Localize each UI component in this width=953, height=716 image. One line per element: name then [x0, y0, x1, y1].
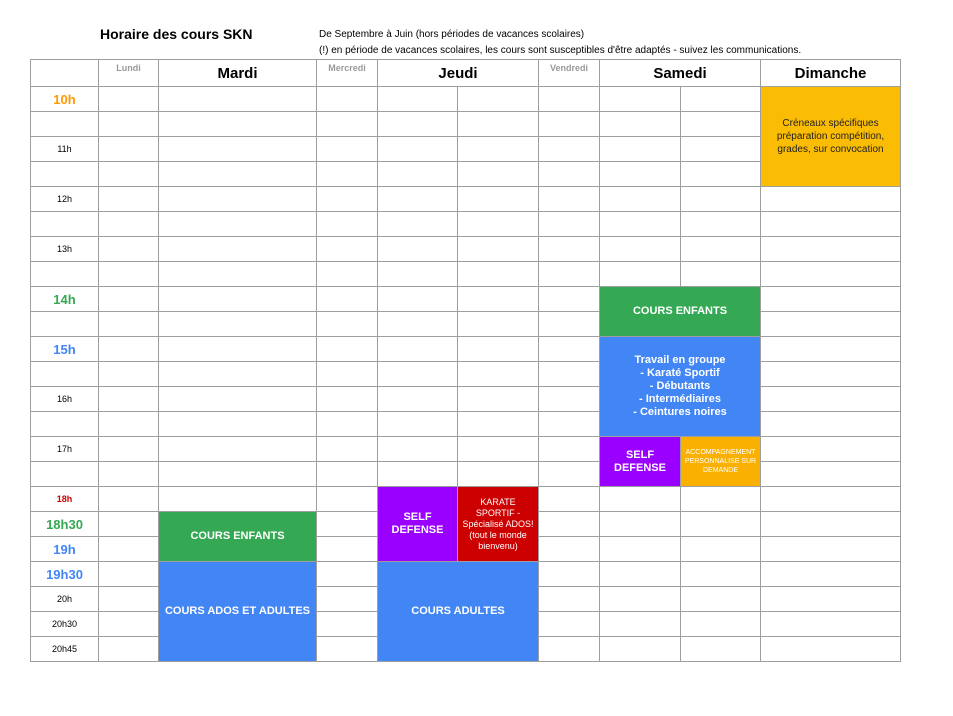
jeudi-cours-adultes-block: COURS ADULTES [378, 562, 539, 662]
day-header-lundi: Lundi [99, 60, 159, 87]
time-label-10h: 10h [31, 87, 99, 112]
time-label-14h: 14h [31, 287, 99, 312]
event-text-line: SELF [403, 511, 432, 523]
time-label-15h: 15h [31, 337, 99, 362]
time-label-20h30: 20h30 [31, 612, 99, 637]
time-row [31, 412, 901, 437]
holiday-warning-note: (!) en période de vacances scolaires, les cours sont susceptibles d'être adaptés - suivez les communications. [319, 45, 802, 56]
time-row [31, 387, 901, 412]
day-header-mercredi: Mercredi [317, 60, 378, 87]
time-label-12h: 12h [31, 187, 99, 212]
day-header-samedi: Samedi [600, 60, 761, 87]
time-label-18h30: 18h30 [31, 512, 99, 537]
event-text-line: - Débutants [649, 380, 711, 392]
time-row [31, 562, 901, 587]
corner-cell [31, 60, 99, 87]
time-label-11h: 11h [31, 137, 99, 162]
event-text-line: préparation compétition, [776, 131, 885, 142]
day-header-dimanche: Dimanche [761, 60, 901, 87]
event-text-line: (tout le monde [469, 529, 527, 540]
day-header-vendredi: Vendredi [539, 60, 600, 87]
time-row [31, 187, 901, 212]
event-text-line: - Karaté Sportif [640, 367, 720, 379]
time-label-13h: 13h [31, 237, 99, 262]
event-text-line: - Ceintures noires [633, 406, 727, 418]
event-text-line: Spécialisé ADOS! [462, 518, 534, 529]
event-text-line: SPORTIF - [475, 507, 521, 518]
jeudi-karate-sportif-block [458, 487, 539, 562]
event-text-line: PERSONNALISE SUR [684, 458, 757, 465]
event-text-line: DEFENSE [614, 461, 666, 474]
day-header-mardi: Mardi [159, 60, 317, 87]
event-text-line: DEFENSE [391, 524, 444, 536]
event-text-line: bienvenu) [478, 540, 518, 551]
samedi-cours-enfants-block: COURS ENFANTS [600, 287, 761, 337]
samedi-accompagnement-block [681, 437, 761, 487]
event-text-line: SELF [625, 448, 655, 461]
event-text-line: ACCOMPAGNEMENT [685, 449, 756, 456]
dimanche-creneaux-block [761, 87, 901, 187]
day-header-jeudi: Jeudi [378, 60, 539, 87]
time-label-19h: 19h [31, 537, 99, 562]
mardi-cours-ados-adultes-block: COURS ADOS ET ADULTES [159, 562, 317, 662]
jeudi-self-defense-block [378, 487, 458, 562]
page-title: Horaire des cours SKN [100, 26, 253, 42]
time-row [31, 262, 901, 287]
schedule-period-note: De Septembre à Juin (hors périodes de vacances scolaires) [319, 29, 585, 40]
time-label-20h45: 20h45 [31, 637, 99, 662]
time-row [31, 437, 901, 462]
time-row [31, 287, 901, 312]
time-row [31, 362, 901, 387]
time-label-17h: 17h [31, 437, 99, 462]
time-row [31, 212, 901, 237]
time-label-19h30: 19h30 [31, 562, 99, 587]
day-header-row [31, 60, 901, 87]
samedi-self-defense-block [600, 437, 681, 487]
schedule-table [30, 59, 901, 662]
event-text-line: - Intermédiaires [639, 393, 721, 405]
time-label-16h: 16h [31, 387, 99, 412]
time-row [31, 462, 901, 487]
time-row [31, 487, 901, 512]
event-text-line: Travail en groupe [634, 354, 726, 366]
time-row [31, 337, 901, 362]
mardi-cours-enfants-block: COURS ENFANTS [159, 512, 317, 562]
event-text-line: Créneaux spécifiques [782, 118, 879, 129]
time-row [31, 87, 901, 112]
time-label-20h: 20h [31, 587, 99, 612]
samedi-travail-groupe-block [600, 337, 761, 437]
event-text-line: grades, sur convocation [777, 144, 884, 155]
time-row [31, 312, 901, 337]
time-label-18h: 18h [31, 487, 99, 512]
event-text-line: DEMANDE [702, 467, 738, 474]
time-row [31, 237, 901, 262]
event-text-line: KARATE [480, 496, 516, 507]
